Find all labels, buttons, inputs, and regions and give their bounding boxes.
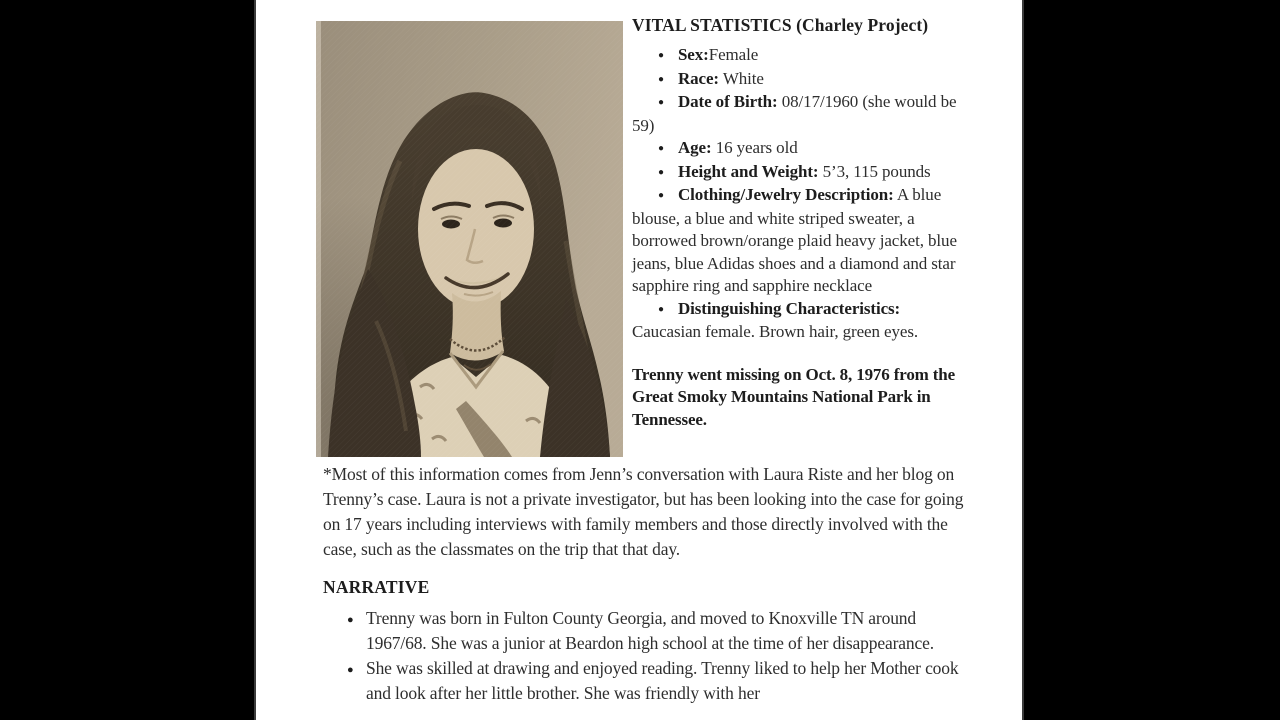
- vital-value: 08/17/1960 (she would be 59): [632, 92, 957, 135]
- vital-item-distinguishing: [632, 298, 966, 344]
- vital-value: 16 years old: [711, 138, 798, 157]
- vital-item-date-of-birth: [632, 91, 966, 137]
- narrative-bullet-birth: ● Trenny was born in Fulton County Georgia, and moved to Knoxville TN around 1967/68. She was a junior at Beardon high school at the time of her disappearance.: [347, 606, 975, 656]
- narrative-section: [323, 575, 975, 706]
- source-note: *Most of this information comes from Jenn’s conversation with Laura Riste and her blog on Trenny’s case. Laura is not a private investigator, but has been looking into the case for going on 17 years including interviews with family members and those directly involved with the case, such as the classmates on the trip that that day.: [323, 464, 964, 559]
- vital-value: White: [718, 68, 764, 88]
- vital-item-race: [632, 68, 966, 92]
- narrative-list: [323, 606, 975, 706]
- missing-summary: Trenny went missing on Oct. 8, 1976 from the Great Smoky Mountains National Park in Tennessee.: [632, 364, 956, 429]
- vital-statistics-section: [632, 13, 966, 431]
- vital-value: A blue blouse, a blue and white striped sweater, a borrowed brown/orange plaid heavy jacket, blue jeans, blue Adidas shoes and a diamond and star sapphire ring and sapphire necklace: [632, 185, 957, 295]
- narrative-bullet-skills: ● She was skilled at drawing and enjoyed reading. Trenny liked to help her Mother cook and look after her little brother. She was friendly with her: [347, 656, 975, 706]
- narrative-title: NARRATIVE: [323, 577, 430, 597]
- vital-label: Date of Birth:: [677, 92, 778, 111]
- vital-value: 5’3, 115 pounds: [818, 161, 931, 181]
- vital-label: Race:: [677, 68, 719, 88]
- vital-item-height-weight: [632, 161, 966, 185]
- missing-person-photo: [316, 21, 623, 457]
- vital-label: Sex:: [677, 45, 709, 64]
- vital-item-age: [632, 137, 966, 161]
- vital-value: Caucasian female. Brown hair, green eyes.: [632, 322, 918, 341]
- vital-label: Height and Weight:: [677, 161, 819, 181]
- vital-label: Clothing/Jewelry Description:: [677, 185, 894, 204]
- vital-label: Distinguishing Characteristics:: [677, 298, 901, 318]
- portrait-illustration: [316, 21, 623, 457]
- vital-statistics-title: VITAL STATISTICS (Charley Project): [632, 15, 929, 35]
- vital-item-clothing-jewelry: [632, 184, 966, 298]
- vital-value: Female: [708, 45, 759, 64]
- document-page: [254, 0, 1024, 720]
- vital-item-sex: [632, 44, 966, 68]
- vital-label: Age:: [677, 138, 712, 157]
